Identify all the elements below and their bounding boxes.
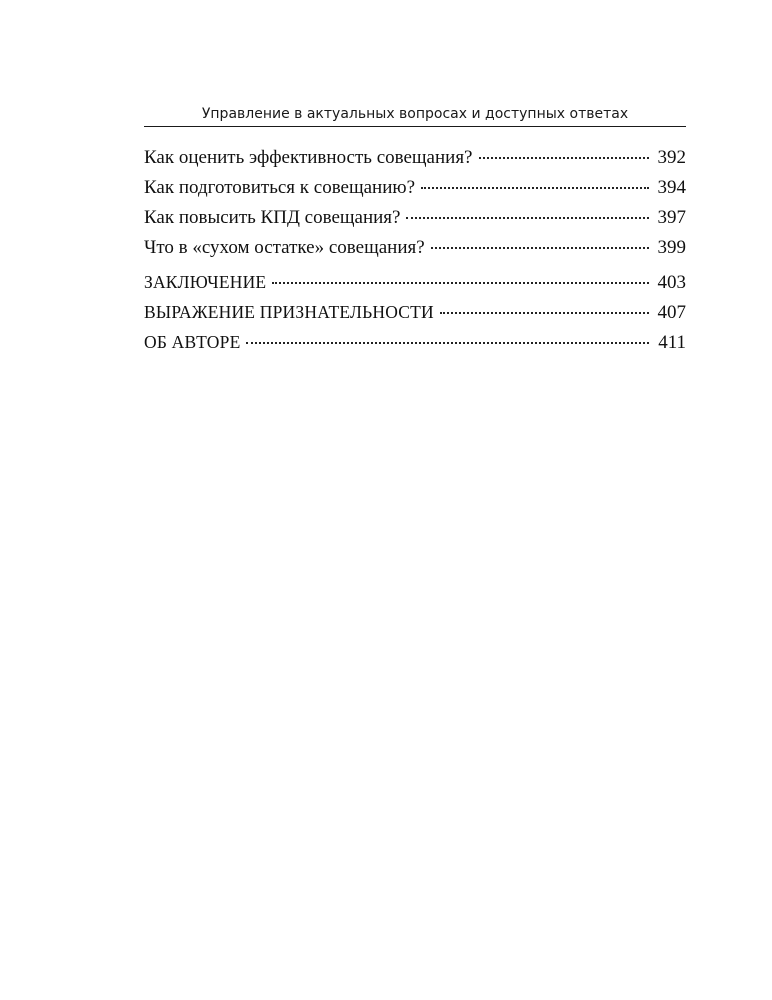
- toc-chapter-list: [144, 267, 686, 357]
- toc-chapter-entry[interactable]: [144, 297, 686, 327]
- toc-entry-page: 392: [657, 147, 686, 168]
- toc-entry-label: Как подготовиться к совещанию?: [144, 177, 416, 198]
- toc-chapter-page: 407: [657, 302, 686, 323]
- toc-chapter-page: 411: [658, 332, 686, 353]
- toc-chapter-label: ВЫРАЖЕНИЕ ПРИЗНАТЕЛЬНОСТИ: [144, 302, 434, 322]
- toc-chapter-entry[interactable]: [144, 327, 686, 357]
- toc-entry[interactable]: [144, 203, 686, 233]
- toc-entry-label: Что в «сухом остатке» совещания?: [144, 237, 425, 258]
- toc-chapter-label: ОБ АВТОРЕ: [144, 332, 241, 352]
- dot-leader: [421, 187, 649, 189]
- dot-leader: [406, 217, 649, 219]
- toc-section-list: [144, 143, 686, 263]
- dot-leader: [272, 282, 649, 284]
- toc-entry-label: Как повысить КПД совещания?: [144, 207, 401, 228]
- dot-leader: [440, 312, 649, 314]
- dot-leader: [479, 157, 650, 159]
- toc-chapter-page: 403: [657, 272, 686, 293]
- header-rule: [144, 126, 686, 127]
- toc-chapter-entry[interactable]: [144, 267, 686, 297]
- toc-entry-page: 399: [657, 237, 686, 258]
- dot-leader: [246, 342, 649, 344]
- toc-entry[interactable]: [144, 173, 686, 203]
- toc-entry-page: 397: [657, 207, 686, 228]
- dot-leader: [431, 247, 649, 249]
- toc-entry-page: 394: [657, 177, 686, 198]
- toc-entry-label: Как оценить эффективность совещания?: [144, 147, 473, 168]
- toc-entry[interactable]: [144, 233, 686, 263]
- running-head-title: Управление в актуальных вопросах и доступных ответах: [201, 106, 629, 122]
- toc-chapter-label: ЗАКЛЮЧЕНИЕ: [144, 272, 267, 292]
- toc-entry[interactable]: [144, 143, 686, 173]
